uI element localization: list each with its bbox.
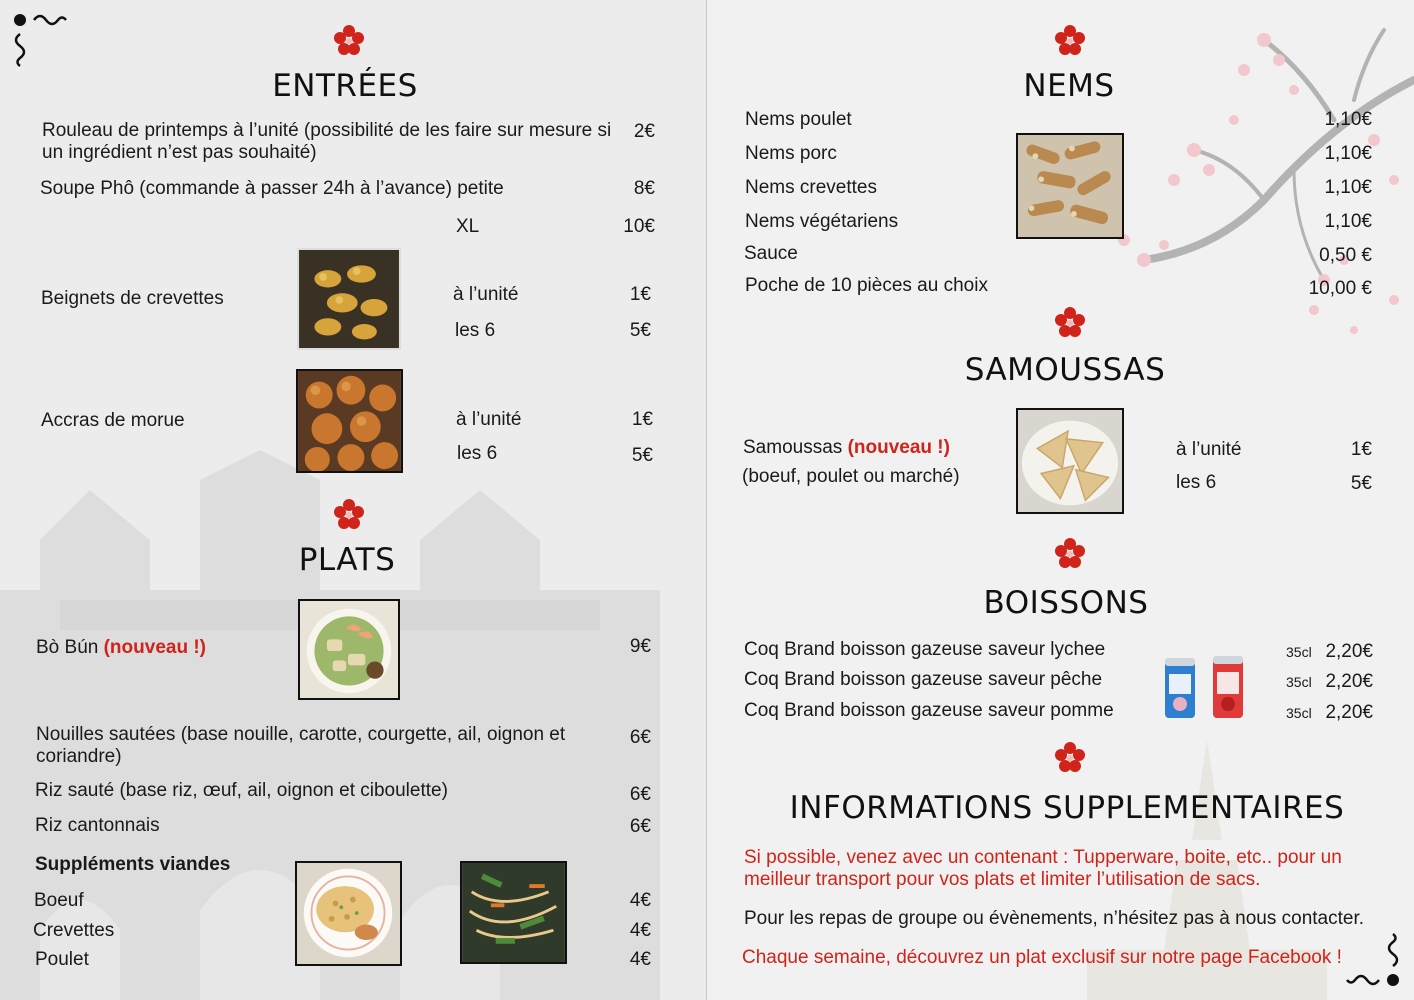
nems-item-label: Sauce	[744, 243, 798, 264]
accras-unit-label: à l’unité	[456, 409, 522, 430]
menu-page-right	[706, 0, 1414, 1000]
bobun-price: 9€	[629, 636, 651, 657]
rouleau-price: 2€	[633, 121, 655, 142]
supplements-title: Suppléments viandes	[35, 854, 231, 875]
infos-title: INFORMATIONS SUPPLEMENTAIRES	[789, 790, 1345, 826]
boisson-price: 2,20€	[1325, 641, 1373, 662]
boisson-label: Coq Brand boisson gazeuse saveur lychee	[744, 639, 1106, 660]
nems-photo	[1016, 133, 1124, 239]
samoussas-six-label: les 6	[1176, 472, 1217, 493]
nems-item-label: Nems crevettes	[745, 177, 877, 198]
samoussas-six-price: 5€	[1350, 473, 1372, 494]
nouilles-photo	[460, 861, 567, 964]
supplement-boeuf-label: Boeuf	[34, 890, 84, 911]
nems-item-price: 1,10€	[1324, 109, 1372, 130]
bobun-item	[36, 637, 206, 659]
accras-label: Accras de morue	[41, 410, 185, 431]
supplement-boeuf-price: 4€	[629, 890, 651, 911]
riz-saute-price: 6€	[629, 784, 651, 805]
samoussas-unit-label: à l’unité	[1176, 439, 1242, 460]
accras-six-price: 5€	[631, 445, 653, 466]
beignets-six-label: les 6	[455, 320, 496, 341]
nems-item-label: Nems poulet	[745, 109, 852, 130]
boissons-title: BOISSONS	[983, 585, 1149, 621]
flower-icon	[333, 498, 365, 530]
accras-six-label: les 6	[457, 443, 498, 464]
plats-title: PLATS	[298, 542, 396, 578]
flower-icon	[1054, 306, 1086, 338]
infos-paragraph-facebook: Chaque semaine, découvrez un plat exclusif sur notre page Facebook !	[742, 947, 1342, 968]
beignets-unit-label: à l’unité	[453, 284, 519, 305]
infos-paragraph-container: Si possible, venez avec un contenant : Tupperware, boite, etc.. pour un meilleur transport pour vos plats et limiter l’utilisation de sacs.	[744, 847, 1342, 890]
flower-icon	[333, 24, 365, 56]
beignets-six-price: 5€	[629, 320, 651, 341]
samoussas-title: SAMOUSSAS	[964, 352, 1166, 388]
accras-photo	[296, 369, 403, 473]
accras-unit-price: 1€	[631, 409, 653, 430]
soupe-price: 8€	[633, 178, 655, 199]
samoussas-item	[743, 437, 950, 459]
supplement-poulet-label: Poulet	[35, 949, 89, 970]
beignets-photo	[297, 248, 401, 350]
corner-ornament-icon	[1335, 922, 1405, 992]
nems-item-price: 1,10€	[1324, 143, 1372, 164]
flower-icon	[1054, 741, 1086, 773]
boisson-size: 35cl	[1286, 674, 1312, 690]
drink-cans-image	[1163, 654, 1249, 720]
nouilles-label: Nouilles sautées (base nouille, carotte, courgette, ail, oignon et coriandre)	[36, 724, 566, 767]
boisson-price: 2,20€	[1325, 702, 1373, 723]
supplement-crevettes-price: 4€	[629, 920, 651, 941]
bobun-label: Bò Bún	[36, 637, 99, 658]
corner-ornament-icon	[8, 8, 78, 78]
supplement-crevettes-label: Crevettes	[33, 920, 115, 941]
nems-item-price: 1,10€	[1324, 177, 1372, 198]
samoussas-label: Samoussas	[743, 437, 843, 458]
samoussas-photo	[1016, 408, 1124, 514]
boisson-price: 2,20€	[1325, 671, 1373, 692]
boisson-size: 35cl	[1286, 705, 1312, 721]
bobun-photo	[298, 599, 400, 700]
bobun-new-badge: (nouveau !)	[103, 637, 206, 658]
flower-icon	[1054, 537, 1086, 569]
riz-cantonnais-price: 6€	[629, 816, 651, 837]
rouleau-label: Rouleau de printemps à l’unité (possibilité de les faire sur mesure si un ingrédient n’est pas souhaité)	[42, 120, 612, 163]
beignets-unit-price: 1€	[629, 284, 651, 305]
samoussas-sub: (boeuf, poulet ou marché)	[742, 466, 960, 487]
nems-item-label: Poche de 10 pièces au choix	[745, 275, 988, 296]
boisson-label: Coq Brand boisson gazeuse saveur pomme	[744, 700, 1114, 721]
soupe-label: Soupe Phô (commande à passer 24h à l’avance) petite	[40, 178, 504, 199]
boisson-size: 35cl	[1286, 644, 1312, 660]
samoussas-unit-price: 1€	[1350, 439, 1372, 460]
riz-cantonnais-label: Riz cantonnais	[35, 815, 160, 836]
nems-item-price: 0,50 €	[1319, 245, 1372, 266]
nems-item-price: 10,00 €	[1308, 278, 1372, 299]
entrees-title: ENTRÉES	[272, 68, 418, 104]
soupe-xl-label: XL	[456, 216, 480, 237]
samoussas-new-badge: (nouveau !)	[847, 437, 950, 458]
boisson-label: Coq Brand boisson gazeuse saveur pêche	[744, 669, 1103, 690]
nems-title: NEMS	[1023, 68, 1115, 104]
infos-paragraph-group: Pour les repas de groupe ou évènements, n’hésitez pas à nous contacter.	[744, 908, 1365, 929]
soupe-xl-price: 10€	[623, 216, 655, 237]
nems-item-label: Nems végétariens	[745, 211, 899, 232]
riz-saute-label: Riz sauté (base riz, œuf, ail, oignon et ciboulette)	[35, 780, 448, 801]
flower-icon	[1054, 24, 1086, 56]
riz-photo	[295, 861, 402, 966]
nems-item-label: Nems porc	[745, 143, 837, 164]
menu-page-left	[0, 0, 706, 1000]
nouilles-price: 6€	[629, 727, 651, 748]
supplement-poulet-price: 4€	[629, 949, 651, 970]
nems-item-price: 1,10€	[1324, 211, 1372, 232]
beignets-label: Beignets de crevettes	[41, 288, 224, 309]
